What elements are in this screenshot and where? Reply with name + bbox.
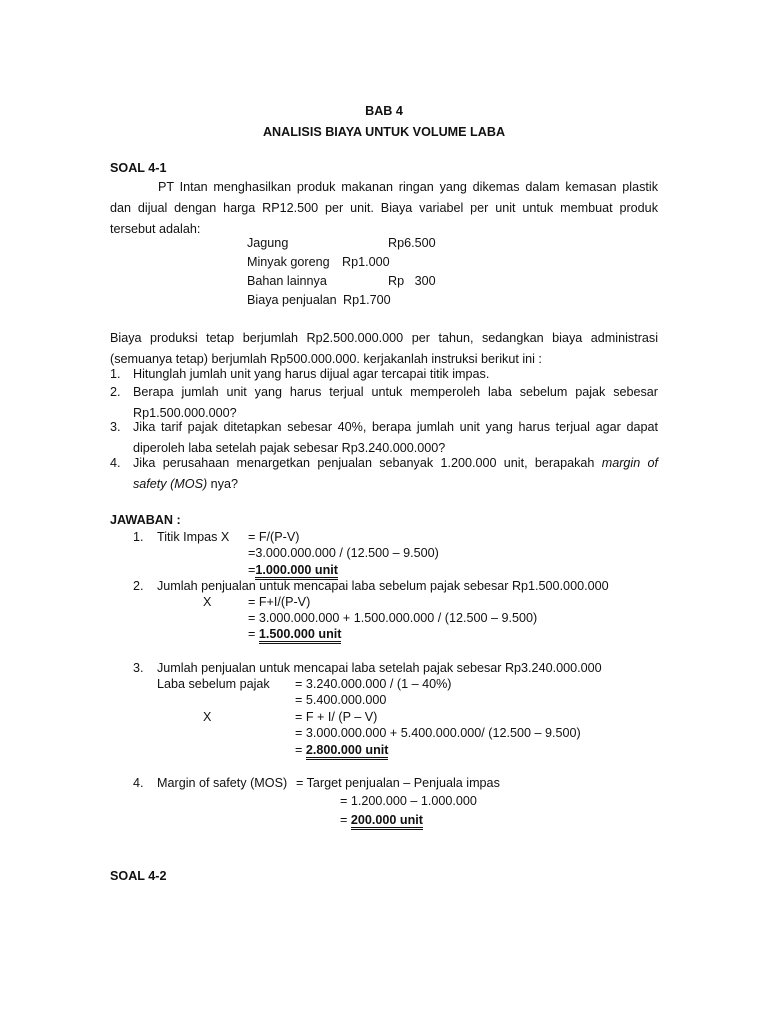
- result-prefix: =: [340, 813, 351, 827]
- cost-item-value: Rp1.700: [343, 293, 391, 307]
- answer-number: 3.: [133, 661, 144, 675]
- answer-label: Titik Impas X: [157, 530, 230, 544]
- result-prefix: =: [248, 563, 256, 577]
- cost-item-name: Bahan lainnya: [247, 274, 327, 288]
- result-prefix: =: [295, 743, 306, 757]
- answer-result: 1.000.000 unit: [255, 563, 338, 580]
- answer-result: 1.500.000 unit: [259, 627, 342, 644]
- answer-label: Laba sebelum pajak: [157, 677, 270, 691]
- answer-result-line: [248, 562, 338, 578]
- soal-4-1-intro: PT Intan menghasilkan produk makanan ringan yang dikemas dalam kemasan plastik dan dijual dengan harga RP12.500 per unit. Biaya variabel per unit untuk membuat produk tersebut adalah:: [110, 180, 658, 236]
- question-number: 4.: [110, 456, 121, 470]
- answer-line: = 1.200.000 – 1.000.000: [340, 794, 477, 808]
- cost-item-name: Minyak goreng: [247, 255, 330, 269]
- fixed-cost-paragraph: Biaya produksi tetap berjumlah Rp2.500.000.000 per tahun, sedangkan biaya administrasi (semuanya tetap) berjumlah Rp500.000.000. kerjakanlah instruksi berikut ini :: [110, 331, 658, 366]
- answer-variable: X: [203, 710, 212, 724]
- question-text: Jika tarif pajak ditetapkan sebesar 40%, berapa jumlah unit yang harus terjual agar dapat diperoleh laba setelah pajak sebesar Rp3.240.000.000?: [133, 420, 658, 455]
- answer-line: = Target penjualan – Penjuala impas: [296, 776, 500, 790]
- question-text: Hitunglah jumlah unit yang harus dijual agar tercapai titik impas.: [133, 367, 490, 381]
- question-number: 1.: [110, 367, 121, 381]
- answer-number: 4.: [133, 776, 144, 790]
- answer-line: =3.000.000.000 / (12.500 – 9.500): [248, 546, 439, 560]
- jawaban-heading: JAWABAN :: [110, 513, 181, 527]
- answer-result: 200.000 unit: [351, 813, 423, 830]
- answer-number: 2.: [133, 579, 144, 593]
- question-text-italic: margin of safety (MOS): [133, 456, 658, 491]
- cost-item-name: Jagung: [247, 236, 289, 250]
- answer-line: = F + I/ (P – V): [295, 710, 378, 724]
- answer-line: = F+I/(P-V): [248, 595, 311, 609]
- cost-item-value: Rp1.000: [342, 255, 390, 269]
- question-text: [133, 453, 658, 495]
- question-number: 3.: [110, 420, 121, 434]
- question-text: Berapa jumlah unit yang harus terjual untuk memperoleh laba sebelum pajak sebesar Rp1.500.000.000?: [133, 385, 658, 420]
- chapter-title: ANALISIS BIAYA UNTUK VOLUME LABA: [262, 125, 506, 139]
- answer-result-line: [340, 812, 423, 828]
- answer-label: Margin of safety (MOS): [157, 776, 288, 790]
- answer-line: = F/(P-V): [248, 530, 300, 544]
- chapter-label: BAB 4: [365, 104, 403, 118]
- answer-result-line: [295, 742, 388, 758]
- question-text-part: Jika perusahaan menargetkan penjualan sebanyak 1.200.000 unit, berapakah: [133, 456, 602, 470]
- answer-line: = 3.240.000.000 / (1 – 40%): [295, 677, 452, 691]
- answer-line: = 5.400.000.000: [295, 693, 387, 707]
- answer-variable: X: [203, 595, 212, 609]
- soal-4-2-heading: SOAL 4-2: [110, 869, 167, 883]
- cost-item-value: Rp6.500: [388, 236, 436, 250]
- question-number: 2.: [110, 385, 121, 399]
- answer-line: = 3.000.000.000 + 5.400.000.000/ (12.500 – 9.500): [295, 726, 581, 740]
- cost-item-value: Rp 300: [388, 274, 436, 288]
- answer-result: 2.800.000 unit: [306, 743, 389, 760]
- answer-title: Jumlah penjualan untuk mencapai laba setelah pajak sebesar Rp3.240.000.000: [157, 661, 602, 675]
- result-prefix: =: [248, 627, 259, 641]
- answer-line: = 3.000.000.000 + 1.500.000.000 / (12.500 – 9.500): [248, 611, 538, 625]
- cost-item-name: Biaya penjualan: [247, 293, 337, 307]
- answer-number: 1.: [133, 530, 144, 544]
- answer-result-line: [248, 626, 341, 642]
- answer-title: Jumlah penjualan untuk mencapai laba sebelum pajak sebesar Rp1.500.000.000: [157, 579, 609, 593]
- soal-4-1-heading: SOAL 4-1: [110, 161, 167, 175]
- question-text-part: nya?: [207, 477, 238, 491]
